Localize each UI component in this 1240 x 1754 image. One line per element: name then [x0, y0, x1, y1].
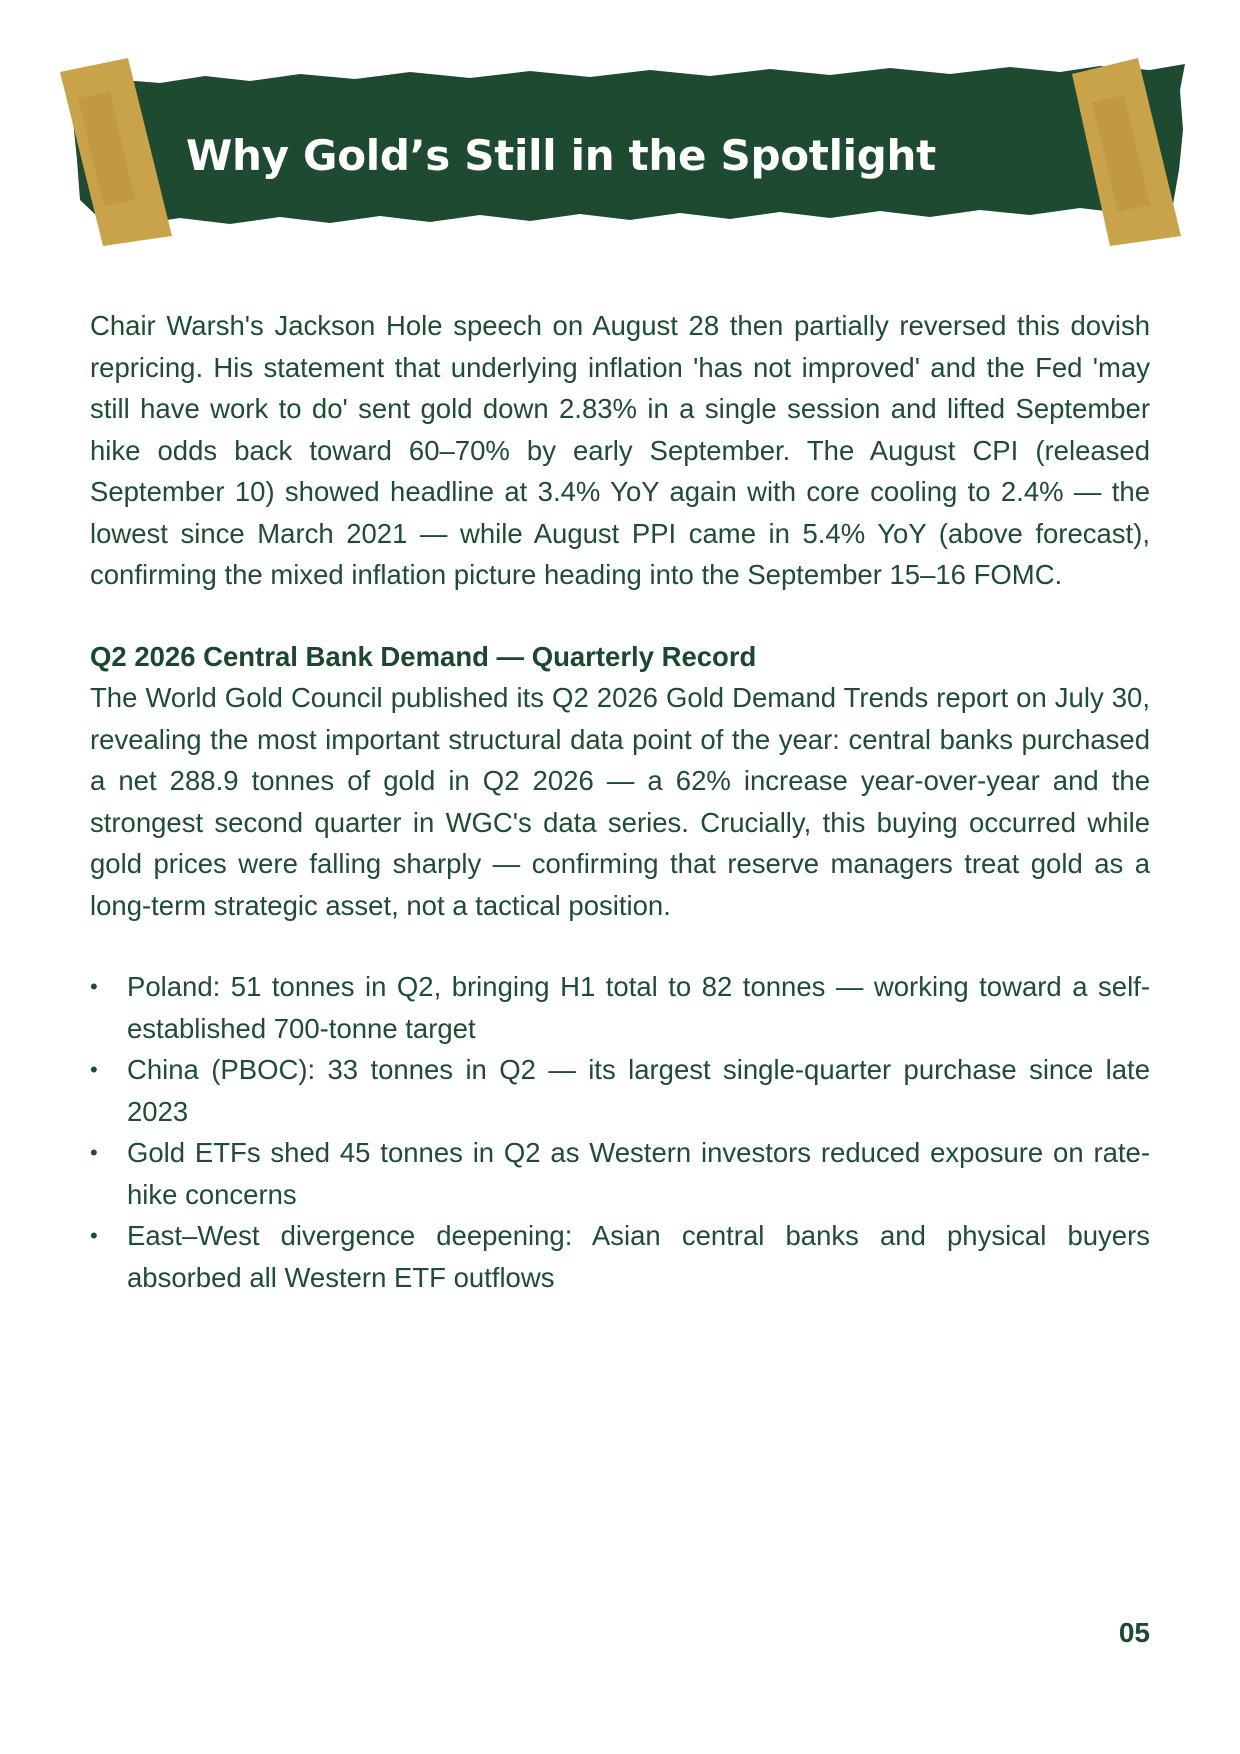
list-item — [90, 1215, 1150, 1298]
list-item-text: Poland: 51 tonnes in Q2, bringing H1 total to 82 tonnes — working toward a self-established 700-tonne target — [127, 971, 1150, 1044]
bullet-icon: • — [90, 1057, 98, 1082]
list-item — [90, 1049, 1150, 1132]
section-paragraph: The World Gold Council published its Q2 2026 Gold Demand Trends report on July 30, revealing the most important structural data point of the year: central banks purchased a net 288.9 tonnes of gold in Q2 2026 — a 62% increase year-over-year and the strongest second quarter in WGC's data series. Crucially, this buying occurred while gold prices were falling sharply — confirming that reserve managers treat gold as a long-term strategic asset, not a tactical position. — [90, 682, 1150, 921]
intro-paragraph: Chair Warsh's Jackson Hole speech on August 28 then partially reversed this dovish repricing. His statement that underlying inflation 'has not improved' and the Fed 'may still have work to do' sent gold down 2.83% in a single session and lifted September hike odds back toward 60–70% by early September. The August CPI (released September 10) showed headline at 3.4% YoY again with core cooling to 2.4% — the lowest since March 2021 — while August PPI came in 5.4% YoY (above forecast), confirming the mixed inflation picture heading into the September 15–16 FOMC. — [90, 310, 1150, 590]
list-item — [90, 966, 1150, 1049]
article-body — [90, 305, 1150, 1298]
bullet-icon: • — [90, 1223, 98, 1248]
list-item — [90, 1132, 1150, 1215]
bullet-icon: • — [90, 1140, 98, 1165]
bullet-list — [90, 966, 1150, 1298]
section-heading: Q2 2026 Central Bank Demand — Quarterly Record — [90, 640, 757, 672]
bullet-icon: • — [90, 974, 98, 999]
header-banner — [0, 0, 1240, 260]
list-item-text: China (PBOC): 33 tonnes in Q2 — its largest single-quarter purchase since late 2023 — [127, 1054, 1150, 1127]
list-item-text: East–West divergence deepening: Asian central banks and physical buyers absorbed all Western ETF outflows — [127, 1220, 1150, 1293]
page-number: 05 — [1118, 1617, 1150, 1648]
list-item-text: Gold ETFs shed 45 tonnes in Q2 as Western investors reduced exposure on rate-hike concerns — [127, 1137, 1150, 1210]
page-title: Why Gold’s Still in the Spotlight — [186, 131, 936, 180]
